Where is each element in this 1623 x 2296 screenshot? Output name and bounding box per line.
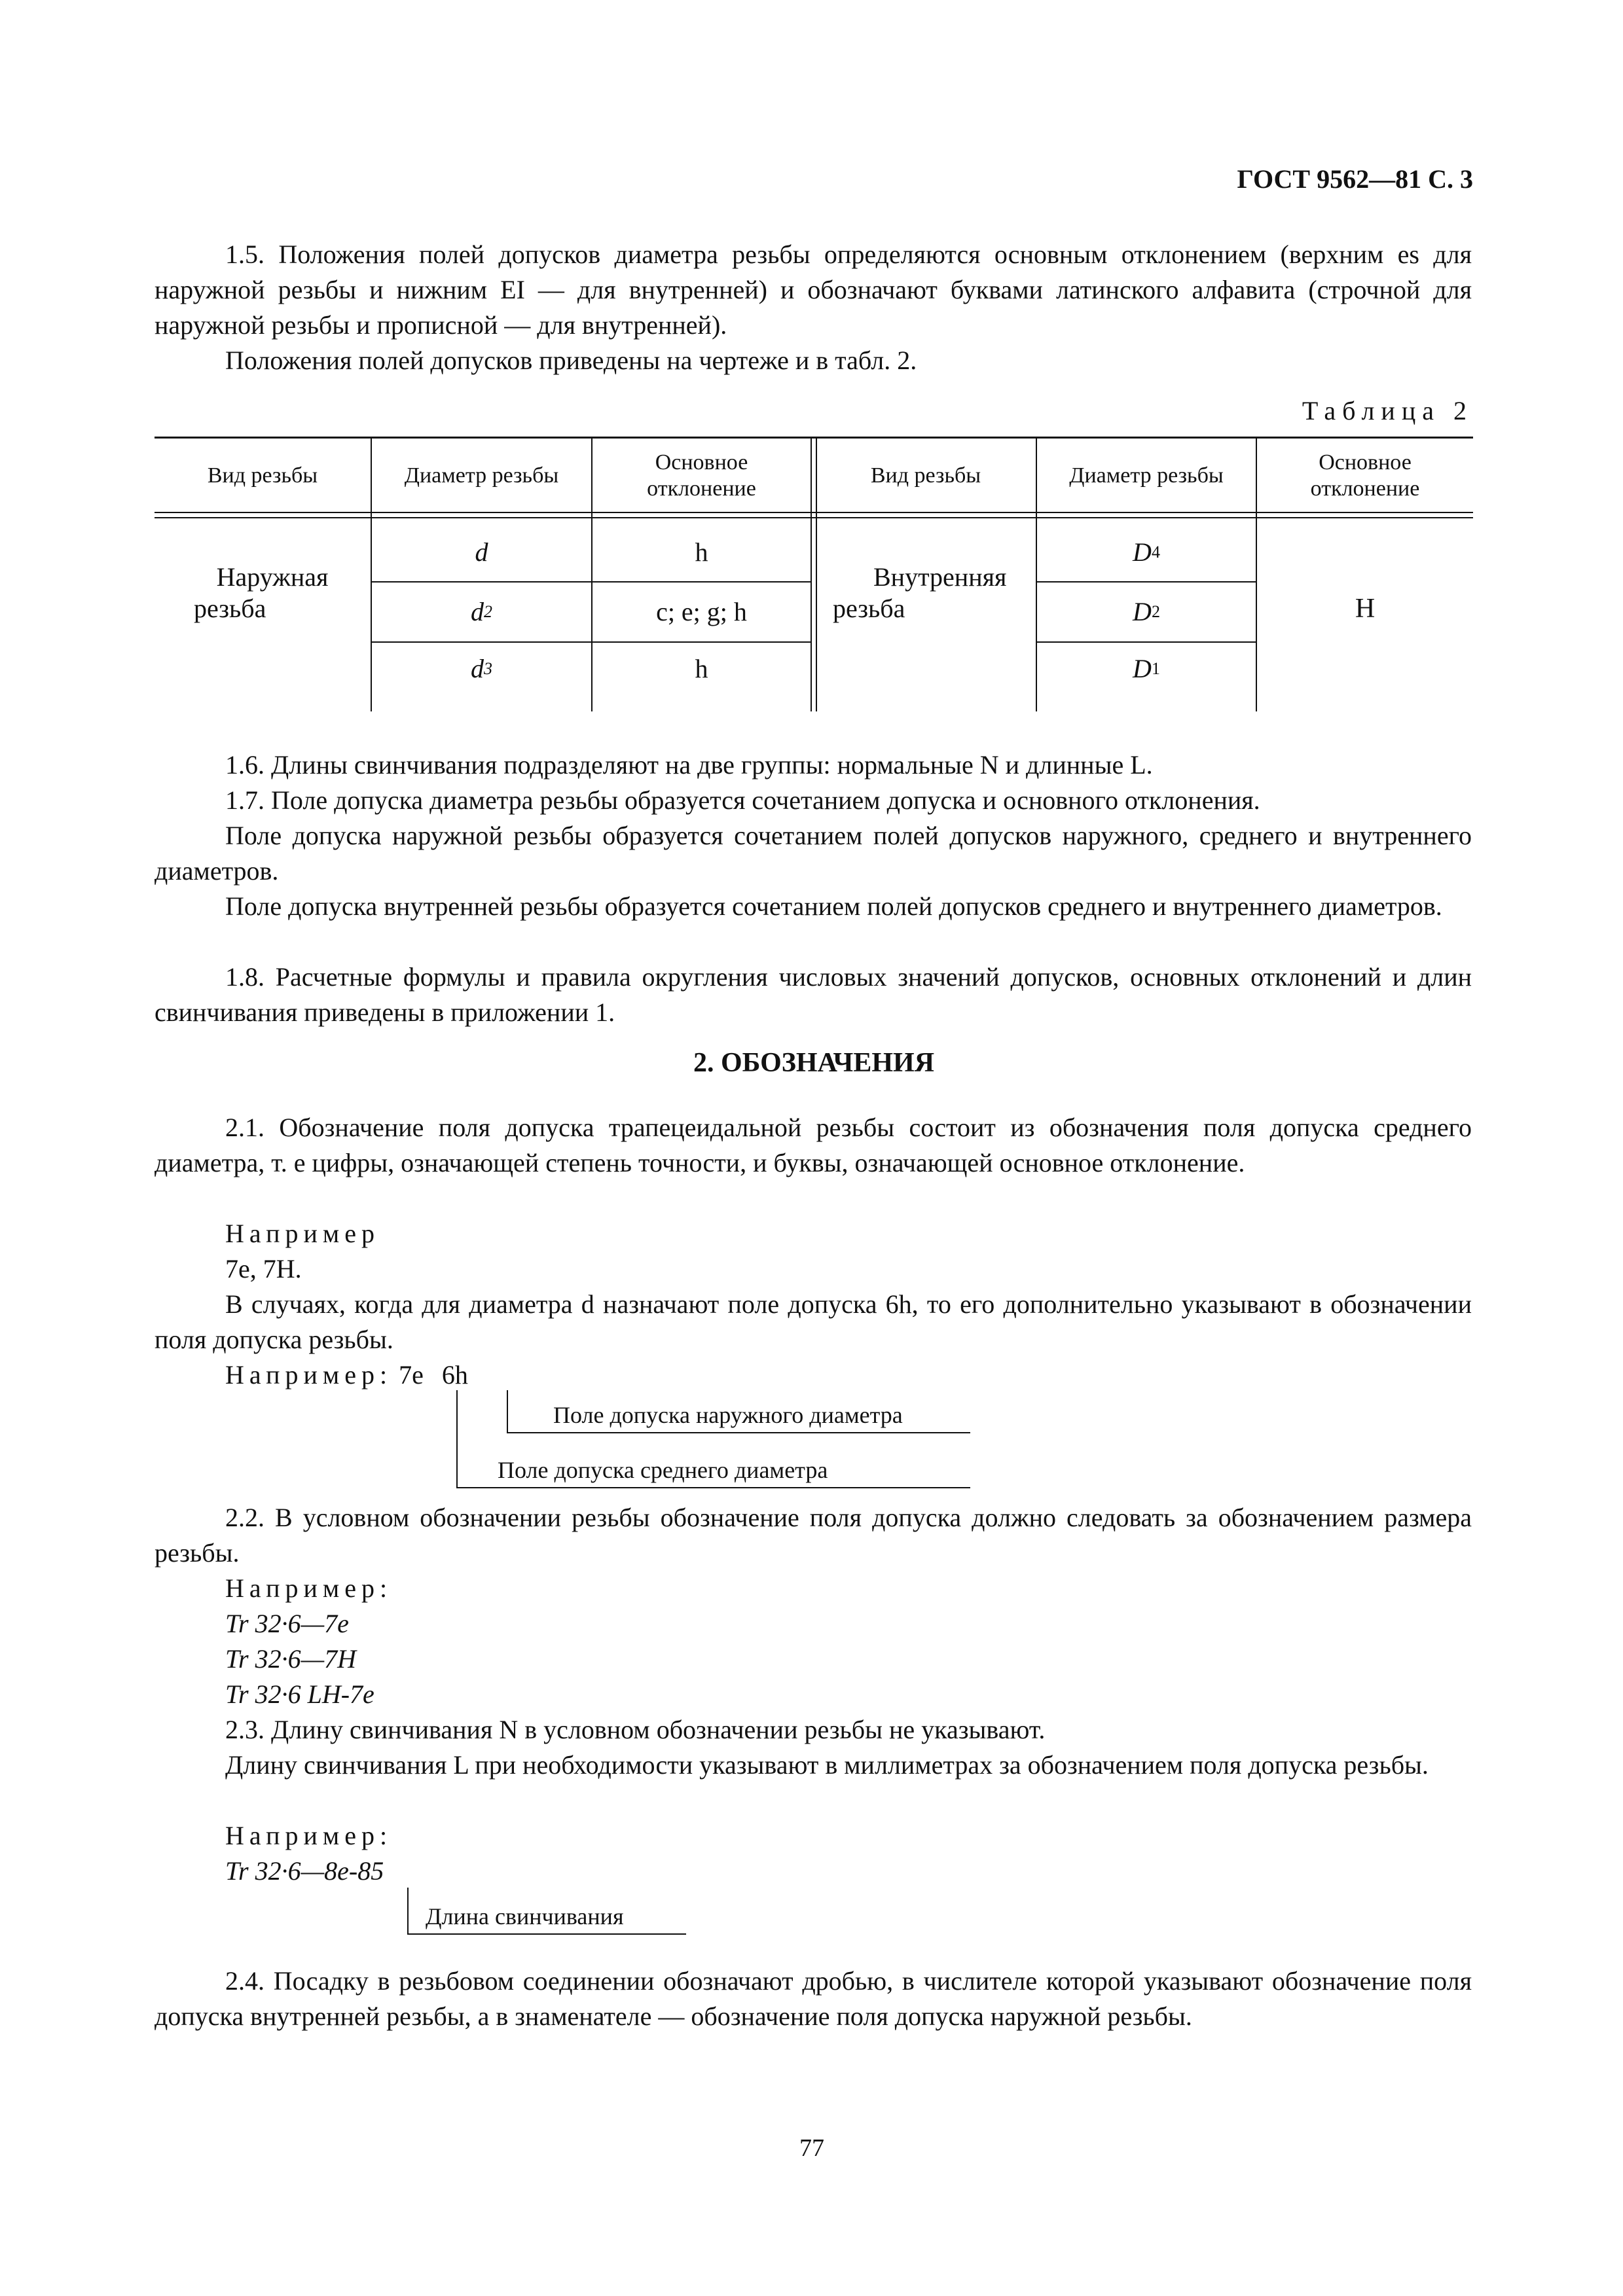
cell-text: D xyxy=(1133,597,1152,626)
table-cell-diameter xyxy=(372,583,591,641)
table-cell-thread-kind-inner xyxy=(826,562,1036,624)
table-caption: Таблица 2 xyxy=(1302,396,1473,425)
example-designation: Tr 32·6—8e-85 xyxy=(225,1856,384,1886)
leader-underline xyxy=(456,1487,970,1488)
cell-subscript: 1 xyxy=(1151,659,1160,678)
table-cell-diameter xyxy=(372,643,591,695)
example-designation: Tr 32·6 LH-7e xyxy=(225,1679,374,1709)
leader-line xyxy=(456,1390,458,1488)
cell-text: резьба xyxy=(833,594,905,623)
table-header-cell: Вид резьбы xyxy=(870,463,981,488)
table-header-cell: Диаметр резьбы xyxy=(1069,463,1224,488)
leader-line xyxy=(507,1390,508,1433)
table-cell-diameter xyxy=(1037,583,1256,641)
paragraph-2-1: 2.1. Обозначение поля допуска трапецеидальной резьбы состоит из обозначения поля допуска среднего диаметра, т. е цифры, означающей степень точности, и буквы, означающей основное отклонение. xyxy=(155,1113,1472,1177)
table-header-cell: Диаметр резьбы xyxy=(404,463,559,488)
paragraph-2-1-b: В случаях, когда для диаметра d назначают поле допуска 6h, то его дополнительно указывают в обозначении поля допуска резьбы. xyxy=(155,1289,1472,1354)
paragraph-2-3-b: Длину свинчивания L при необходимости указывают в миллиметрах за обозначением поля допуска резьбы. xyxy=(225,1750,1429,1780)
paragraph-1-7: 1.7. Поле допуска диаметра резьбы образуется сочетанием допуска и основного отклонения. xyxy=(225,785,1260,815)
leader-underline xyxy=(407,1933,686,1935)
example-designation: Tr 32·6—7e xyxy=(225,1609,349,1638)
table-header-cell: Вид резьбы xyxy=(207,463,318,488)
table-header-cell: Основное отклонение xyxy=(647,450,756,501)
cell-subscript: 4 xyxy=(1151,543,1160,562)
example-line xyxy=(225,1357,468,1393)
leader-underline xyxy=(507,1432,970,1433)
paragraph-1-6 xyxy=(155,747,1472,783)
cell-text: d xyxy=(471,654,484,683)
cell-subscript: 2 xyxy=(1151,602,1160,621)
cell-text: d xyxy=(475,537,488,567)
cell-subscript: 3 xyxy=(484,659,492,678)
length-label: Длина свинчивания xyxy=(426,1903,624,1929)
table-cell-deviation: H xyxy=(1355,594,1376,624)
cell-text: резьба xyxy=(194,594,266,623)
table-cell-deviation: c; e; g; h xyxy=(656,597,747,626)
cell-text: D xyxy=(1133,537,1152,567)
example-code: 7е 6h xyxy=(399,1360,468,1390)
cell-text: Внутренняя xyxy=(873,562,1007,592)
section-heading: 2. ОБОЗНАЧЕНИЯ xyxy=(693,1048,935,1078)
cell-text: D xyxy=(1133,654,1152,683)
example-label: Например: xyxy=(225,1573,393,1603)
paragraph-2-2: 2.2. В условном обозначении резьбы обозначение поля допуска должно следовать за обозначением размера резьбы. xyxy=(155,1503,1472,1568)
document-header: ГОСТ 9562—81 С. 3 xyxy=(1237,164,1473,194)
example-label: Например: xyxy=(225,1821,393,1850)
paragraph-1-7-b: Поле допуска наружной резьбы образуется сочетанием полей допусков наружного, среднего и внутреннего диаметров. xyxy=(155,821,1472,886)
example-value: 7е, 7Н. xyxy=(225,1254,302,1283)
paragraph-2-3: 2.3. Длину свинчивания N в условном обозначении резьбы не указывают. xyxy=(225,1715,1046,1744)
paragraph-text: 1.6. Длины свинчивания подразделяют на две группы: нормальные N и длинные L. xyxy=(225,750,1153,780)
paragraph-1-5: 1.5. Положения полей допусков диаметра резьбы определяются основным отклонением (верхним es для наружной резьбы и нижним EI — для внутренней) и обозначают буквами латинского алфавита (строчной для наружной резьбы и прописной — для внутренней). xyxy=(155,240,1472,340)
paragraph-2-4: 2.4. Посадку в резьбовом соединении обозначают дробью, в числителе которой указывают обозначение поля допуска внутренней резьбы, а в знаменателе — обозначение поля допуска наружной резьбы. xyxy=(155,1966,1472,2031)
table-cell-deviation: h xyxy=(695,537,708,567)
table-cell-deviation: h xyxy=(695,654,708,683)
table-cell-diameter xyxy=(1037,524,1256,581)
table-cell-diameter xyxy=(372,524,591,581)
leader-line xyxy=(407,1888,409,1935)
paragraph-1-7-c: Поле допуска внутренней резьбы образуется сочетанием полей допусков среднего и внутреннего диаметров. xyxy=(225,891,1442,921)
cell-subscript: 2 xyxy=(484,602,492,621)
table-header-cell: Основное отклонение xyxy=(1310,450,1420,501)
example-label: Например: xyxy=(225,1360,393,1390)
outer-diameter-label: Поле допуска наружного диаметра xyxy=(553,1402,903,1428)
paragraph-1-8: 1.8. Расчетные формулы и правила округления числовых значений допусков, основных отклонений и длин свинчивания приведены в приложении 1. xyxy=(155,962,1472,1027)
mid-diameter-label: Поле допуска среднего диаметра xyxy=(498,1457,828,1483)
table-cell-diameter xyxy=(1037,643,1256,695)
cell-text: d xyxy=(471,597,484,626)
cell-text: Наружная xyxy=(216,562,329,592)
paragraph-1-5-b: Положения полей допусков приведены на чертеже и в табл. 2. xyxy=(225,346,917,375)
page-number: 77 xyxy=(799,2134,824,2162)
example-designation: Tr 32·6—7H xyxy=(225,1644,357,1674)
example-label: Например xyxy=(225,1219,380,1248)
table-cell-thread-kind-outer xyxy=(155,562,371,624)
